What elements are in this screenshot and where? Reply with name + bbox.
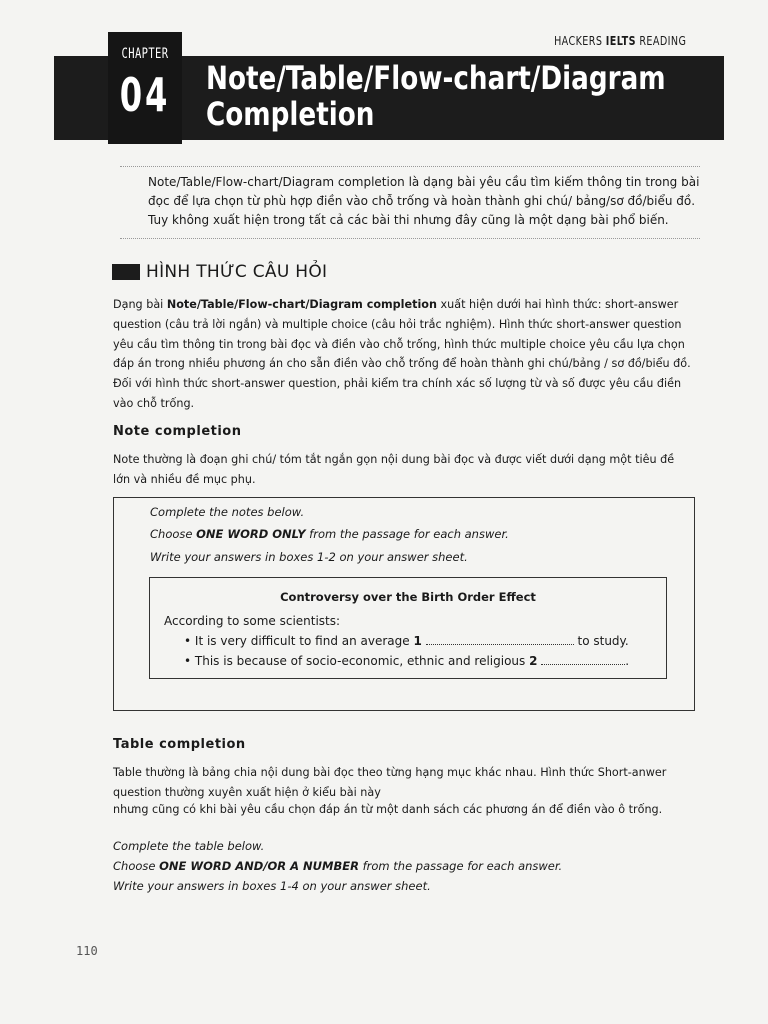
note-instruction-2 bbox=[150, 527, 509, 541]
note-instruction-1: Complete the notes below. bbox=[150, 505, 305, 519]
chapter-label: CHAPTER bbox=[121, 46, 169, 62]
answer-blank-1[interactable] bbox=[426, 634, 574, 645]
table-completion-desc-2: nhưng cũng có khi bài yêu cầu chọn đáp án từ một danh sách các phương án để điền vào ô trống. bbox=[113, 803, 663, 816]
page-title bbox=[206, 60, 666, 132]
table-instruction-2 bbox=[113, 859, 562, 873]
notes-lead: According to some scientists: bbox=[164, 614, 341, 628]
chapter-badge bbox=[108, 32, 182, 144]
note-completion-heading: Note completion bbox=[113, 424, 242, 439]
format-para-rest: xuất hiện dưới hai hình thức: short-answer question (câu trả lời ngắn) và multiple choice (câu hỏi trắc nghiệm). Hình thức short-answer question yêu cầu tìm thông tin trong bài đọc và điền vào chỗ trống, hình thức multiple choice yêu cầu lựa chọn đáp án trong nhiều phương án cho sẵn điền vào chỗ trống để hoàn thành ghi chú/bảng / sơ đồ/biểu đồ. Đối với hình thức short-answer question, phải kiểm tra chính xác số lượng từ và số được yêu cầu điền vào chỗ trống. bbox=[113, 298, 691, 410]
note-completion-desc: Note thường là đoạn ghi chú/ tóm tắt ngắn gọn nội dung bài đọc và được viết dưới dạng một tiêu đề lớn và nhiều đề mục phụ. bbox=[113, 453, 675, 486]
notes-bullet-2-end: . bbox=[625, 654, 630, 668]
intro-text: Note/Table/Flow-chart/Diagram completion là dạng bài yêu cầu tìm kiếm thông tin trong bài đọc để lựa chọn từ phù hợp điền vào chỗ trống và hoàn thành ghi chú/ bảng/sơ đồ/biểu đồ. Tuy không xuất hiện trong tất cả các bài thi nhưng đây cũng là một dạng bài phổ biến. bbox=[120, 166, 700, 239]
notes-bullet-2 bbox=[184, 654, 629, 668]
notes-title: Controversy over the Birth Order Effect bbox=[280, 590, 536, 604]
heading-marker-icon bbox=[112, 264, 140, 280]
answer-blank-2[interactable] bbox=[541, 654, 625, 665]
format-para-bold: Note/Table/Flow-chart/Diagram completion bbox=[166, 298, 437, 311]
section-heading-text: HÌNH THỨC CÂU HỎI bbox=[146, 262, 328, 282]
format-para-start: Dạng bài bbox=[113, 298, 167, 311]
table-instruction-1: Complete the table below. bbox=[113, 839, 265, 853]
page-title-line2: Completion bbox=[206, 95, 375, 133]
table-completion-heading: Table completion bbox=[113, 737, 246, 752]
bullet-icon: • bbox=[184, 654, 195, 668]
table-instr2-pre: Choose bbox=[113, 859, 160, 873]
page-title-line1: Note/Table/Flow-chart/Diagram bbox=[206, 59, 666, 97]
notes-bullet-1-end: to study. bbox=[577, 634, 629, 648]
bullet-icon: • bbox=[184, 634, 195, 648]
running-head-subject: READING bbox=[639, 34, 686, 48]
format-paragraph bbox=[113, 295, 693, 414]
note-instr2-pre: Choose bbox=[150, 527, 197, 541]
notes-bullet-1-text: It is very difficult to find an average bbox=[194, 634, 414, 648]
notes-bullet-1 bbox=[184, 634, 629, 648]
running-head-series: IELTS bbox=[605, 34, 636, 48]
note-instruction-3: Write your answers in boxes 1-2 on your answer sheet. bbox=[150, 550, 468, 564]
note-instr2-post: from the passage for each answer. bbox=[305, 527, 509, 541]
chapter-number: 04 bbox=[119, 68, 171, 122]
table-instruction-3: Write your answers in boxes 1-4 on your answer sheet. bbox=[113, 879, 431, 893]
page-number: 110 bbox=[76, 944, 98, 958]
notes-box bbox=[149, 577, 667, 679]
blank-number-1: 1 bbox=[413, 634, 422, 648]
note-instr2-bold: ONE WORD ONLY bbox=[196, 527, 306, 541]
section-heading bbox=[112, 262, 327, 282]
table-completion-desc-1: Table thường là bảng chia nội dung bài đọc theo từng hạng mục khác nhau. Hình thức Short-anwer question thường xuyên xuất hiện ở kiểu bài này bbox=[113, 766, 667, 799]
table-instr2-post: from the passage for each answer. bbox=[358, 859, 563, 873]
running-head-brand: HACKERS bbox=[553, 34, 602, 48]
blank-number-2: 2 bbox=[529, 654, 538, 668]
running-head bbox=[554, 34, 686, 48]
notes-bullet-2-text: This is because of socio-economic, ethnic and religious bbox=[194, 654, 530, 668]
table-instr2-bold: ONE WORD AND/OR A NUMBER bbox=[159, 859, 359, 873]
